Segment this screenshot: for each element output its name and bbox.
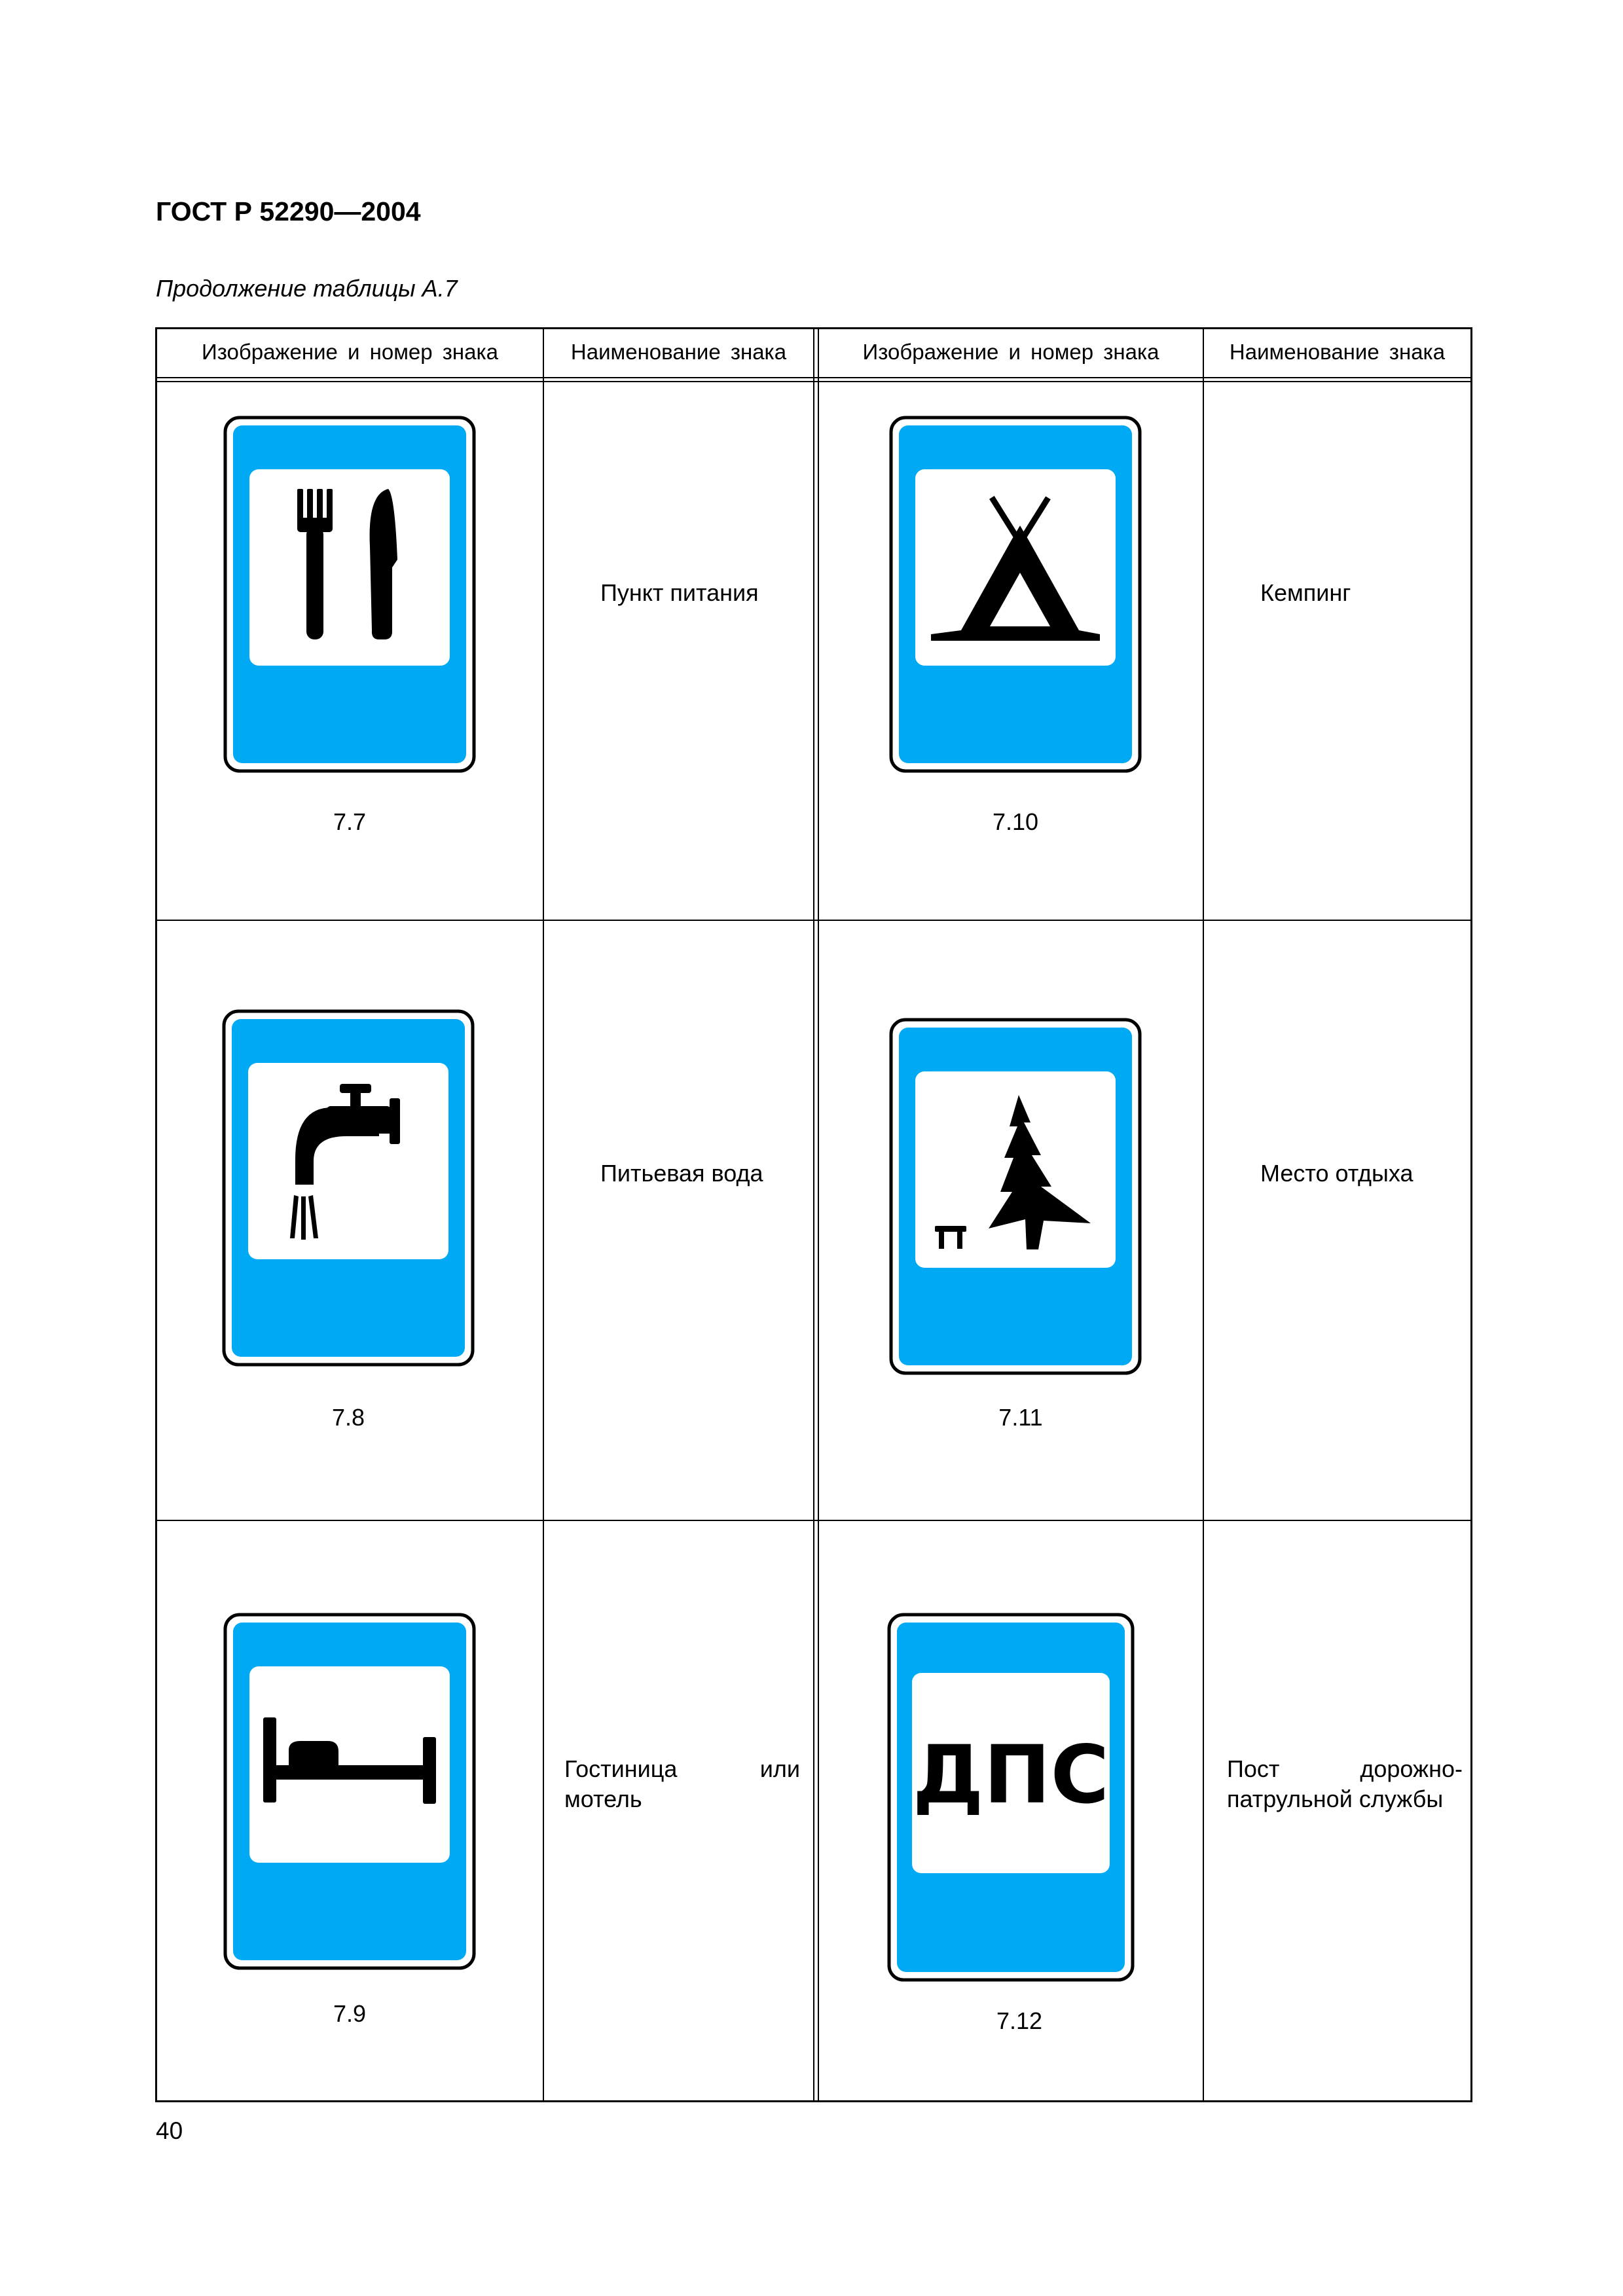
dps-text-icon: ДПС: [912, 1729, 1110, 1821]
sign-number: 7.11: [998, 1404, 1043, 1431]
sign-name: Место отдыха: [1260, 1160, 1413, 1187]
sign-name: Гостиница или мотель: [564, 1755, 800, 1812]
sign-7-7: [223, 416, 476, 773]
table-continuation-caption: Продолжение таблицы А.7: [156, 275, 458, 302]
sign-7-8: [222, 1009, 475, 1367]
header-sign-name-2: Наименование знака: [1229, 340, 1446, 364]
sign-name: Пост дорожно-патрульной службы: [1227, 1755, 1463, 1812]
sign-name: Пункт питания: [600, 579, 759, 606]
header-sign-name-1: Наименование знака: [570, 340, 787, 364]
sign-name: Питьевая вода: [600, 1160, 763, 1187]
sign-number: 7.8: [331, 1404, 365, 1431]
document-title: ГОСТ Р 52290—2004: [156, 196, 421, 226]
sign-7-12: [887, 1613, 1135, 1982]
sign-name: Кемпинг: [1260, 579, 1351, 606]
signs-table: [155, 327, 1472, 2102]
sign-7-11: [889, 1018, 1142, 1375]
sign-number: 7.9: [333, 2000, 367, 2027]
sign-number: 7.10: [992, 808, 1039, 835]
header-image-number-1: Изображение и номер знака: [201, 340, 498, 364]
page-number: 40: [156, 2117, 183, 2144]
sign-number: 7.7: [333, 808, 367, 835]
sign-7-10: [889, 416, 1142, 773]
sign-number: 7.12: [996, 2007, 1043, 2034]
sign-7-9: [223, 1613, 476, 1970]
header-image-number-2: Изображение и номер знака: [862, 340, 1159, 364]
